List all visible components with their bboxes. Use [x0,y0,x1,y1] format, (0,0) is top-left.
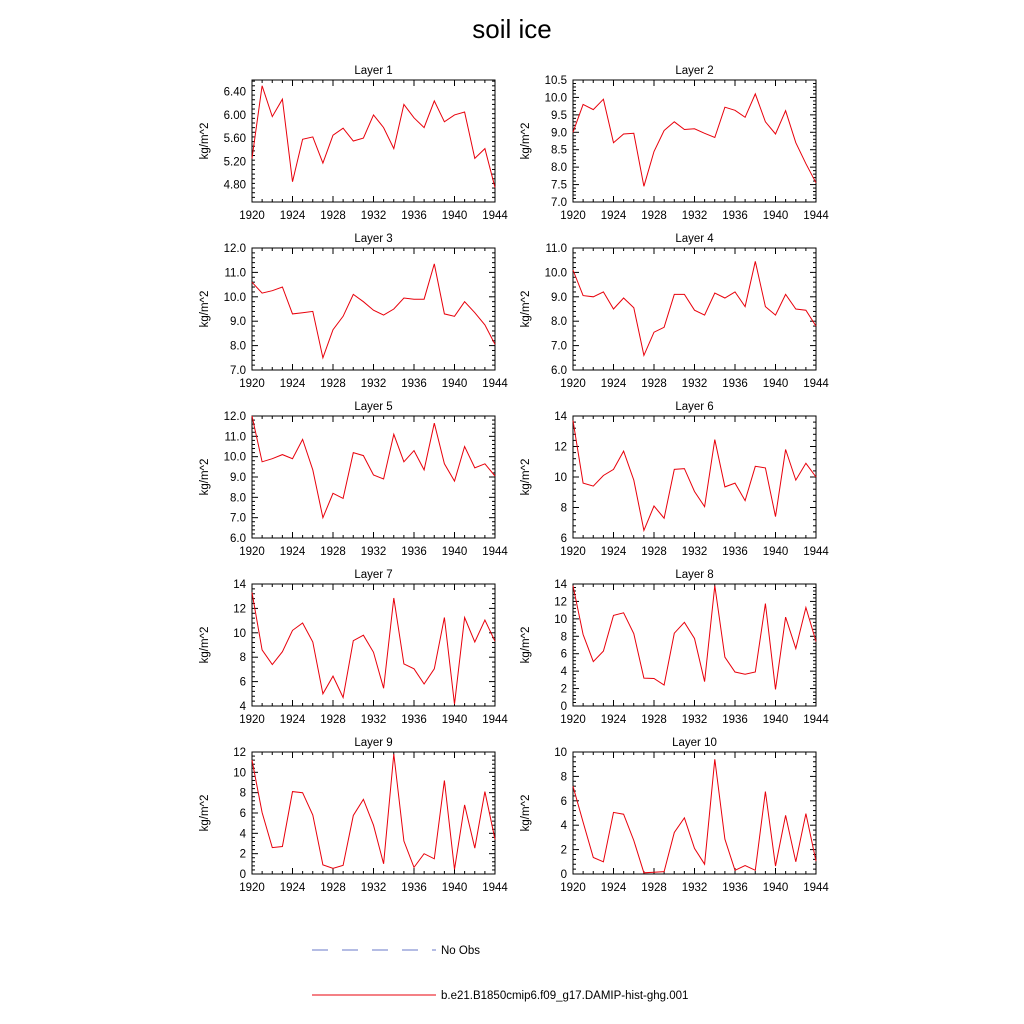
y-tick-label: 8 [239,652,246,665]
panel-layer-3 [199,233,508,390]
y-tick-label: 6 [560,648,567,661]
series-line [573,261,816,355]
x-tick-label: 1940 [762,378,789,390]
x-tick-label: 1928 [320,378,346,390]
y-axis-label: kg/m^2 [199,290,211,328]
x-tick-label: 1924 [279,882,306,894]
x-tick-label: 1936 [401,714,427,726]
x-tick-label: 1932 [360,882,387,894]
x-tick-label: 1944 [482,210,508,222]
y-tick-label: 9.5 [551,109,567,122]
series-line [252,264,495,358]
y-tick-label: 9.0 [551,127,567,140]
y-tick-label: 8.0 [551,316,567,329]
x-tick-label: 1932 [681,210,708,222]
panel-layer-4 [520,233,829,390]
figure-title: soil ice [472,14,552,44]
x-tick-label: 1944 [803,210,829,222]
panel-title: Layer 4 [675,233,714,245]
y-tick-label: 10.5 [544,75,567,87]
y-tick-label: 14 [554,579,567,591]
y-tick-label: 7.0 [551,340,567,353]
x-tick-label: 1944 [803,546,829,558]
y-tick-label: 5.20 [223,156,246,169]
panel-title: Layer 6 [675,401,714,413]
x-tick-label: 1928 [641,546,667,558]
y-tick-label: 8.0 [551,162,567,175]
x-tick-label: 1924 [600,210,627,222]
plot-frame [252,248,495,370]
panel-title: Layer 10 [672,737,717,749]
panel-layer-8 [520,569,829,726]
y-tick-label: 12.0 [223,243,246,255]
y-axis-label: kg/m^2 [199,626,211,664]
x-tick-label: 1928 [641,714,667,726]
x-tick-label: 1924 [600,378,627,390]
y-tick-label: 10 [233,767,246,780]
panel-title: Layer 1 [354,65,393,77]
y-tick-label: 14 [233,579,246,591]
series-line [573,94,816,186]
y-tick-label: 12 [554,441,567,454]
y-tick-label: 12 [233,747,246,759]
panel-title: Layer 3 [354,233,393,245]
panel-layer-10 [520,737,829,894]
x-tick-label: 1936 [722,210,748,222]
x-tick-label: 1932 [681,546,708,558]
y-tick-label: 5.60 [223,133,246,146]
y-tick-label: 7.0 [551,197,567,209]
x-tick-label: 1936 [722,378,748,390]
x-tick-label: 1940 [762,210,789,222]
x-tick-label: 1920 [239,882,265,894]
x-tick-label: 1936 [401,210,427,222]
series-line [252,416,495,518]
panel-layer-1 [199,65,508,222]
series-line [573,421,816,531]
y-tick-label: 10.0 [544,92,567,105]
series-line [252,86,495,188]
y-tick-label: 8.0 [230,340,246,353]
x-tick-label: 1928 [641,210,667,222]
x-tick-label: 1920 [560,378,586,390]
x-tick-label: 1940 [762,714,789,726]
y-tick-label: 6.40 [223,86,246,99]
x-tick-label: 1944 [803,714,829,726]
plot-frame [252,80,495,202]
y-tick-label: 7.5 [551,179,567,192]
x-tick-label: 1940 [762,546,789,558]
y-tick-label: 6 [560,533,567,545]
panel-title: Layer 7 [354,569,393,581]
x-tick-label: 1920 [239,546,265,558]
y-tick-label: 6.0 [551,365,567,377]
x-tick-label: 1932 [360,378,387,390]
x-tick-label: 1924 [279,210,306,222]
plot-frame [252,584,495,706]
x-tick-label: 1940 [441,378,468,390]
x-tick-label: 1932 [681,882,708,894]
y-tick-label: 10 [554,747,567,759]
y-tick-label: 10.0 [223,291,246,304]
y-tick-label: 4 [239,701,246,713]
y-tick-label: 14 [554,411,567,423]
x-tick-label: 1936 [722,882,748,894]
series-line [252,593,495,705]
y-axis-label: kg/m^2 [520,626,532,664]
y-axis-label: kg/m^2 [520,794,532,832]
y-tick-label: 7.0 [230,512,246,525]
x-tick-label: 1944 [482,882,508,894]
y-axis-label: kg/m^2 [520,122,532,160]
panel-layer-7 [199,569,508,726]
panel-layer-5 [199,401,508,558]
y-tick-label: 6 [560,795,567,808]
y-tick-label: 0 [560,869,567,881]
plot-frame [252,416,495,538]
y-tick-label: 9.0 [230,472,246,484]
y-axis-label: kg/m^2 [520,290,532,328]
panel-title: Layer 5 [354,401,393,413]
x-tick-label: 1932 [360,714,387,726]
y-tick-label: 0 [239,869,246,881]
y-tick-label: 4 [239,828,246,841]
plot-frame [573,752,816,874]
y-tick-label: 6 [239,808,246,820]
y-tick-label: 10 [554,472,567,484]
y-tick-label: 6.00 [223,109,246,122]
panel-title: Layer 2 [675,65,714,77]
y-tick-label: 11.0 [224,267,246,280]
panel-layer-6 [520,401,829,558]
y-tick-label: 11.0 [545,243,567,255]
x-tick-label: 1920 [560,882,586,894]
y-tick-label: 6.0 [230,533,246,545]
y-tick-label: 10.0 [544,267,567,280]
y-tick-label: 8.5 [551,144,567,157]
y-tick-label: 11.0 [224,431,246,444]
x-tick-label: 1924 [600,714,627,726]
x-tick-label: 1944 [482,714,508,726]
x-tick-label: 1928 [320,210,346,222]
x-tick-label: 1936 [401,546,427,558]
plot-frame [573,80,816,202]
x-tick-label: 1920 [560,546,586,558]
series-line [252,754,495,869]
legend-no-obs-label: No Obs [441,945,480,957]
y-axis-label: kg/m^2 [199,794,211,832]
y-tick-label: 4 [560,820,567,833]
y-tick-label: 6 [239,676,246,689]
y-tick-label: 0 [560,701,567,713]
plot-frame [573,584,816,706]
x-tick-label: 1932 [360,210,387,222]
legend [312,945,688,1002]
panel-layer-2 [520,65,829,222]
x-tick-label: 1932 [360,546,387,558]
x-tick-label: 1936 [722,546,748,558]
x-tick-label: 1940 [762,882,789,894]
y-tick-label: 9.0 [551,291,567,304]
x-tick-label: 1940 [441,714,468,726]
x-tick-label: 1944 [803,882,829,894]
y-tick-label: 12 [233,603,246,616]
x-tick-label: 1940 [441,210,468,222]
y-tick-label: 10 [554,613,567,626]
x-tick-label: 1928 [320,546,346,558]
y-tick-label: 4 [560,666,567,679]
x-tick-label: 1940 [441,882,468,894]
plot-frame [573,248,816,370]
y-axis-label: kg/m^2 [520,458,532,496]
y-tick-label: 2 [560,683,567,696]
x-tick-label: 1944 [482,378,508,390]
legend-series-label: b.e21.B1850cmip6.f09_g17.DAMIP-hist-ghg.001 [441,990,689,1002]
y-tick-label: 12 [554,596,567,609]
x-tick-label: 1932 [681,714,708,726]
x-tick-label: 1928 [320,714,346,726]
y-tick-label: 4.80 [223,179,246,192]
y-tick-label: 12.0 [223,411,246,423]
x-tick-label: 1924 [600,882,627,894]
y-tick-label: 8 [560,502,567,515]
y-tick-label: 8 [560,631,567,644]
panel-title: Layer 9 [354,737,393,749]
x-tick-label: 1928 [641,882,667,894]
y-axis-label: kg/m^2 [199,458,211,496]
x-tick-label: 1936 [722,714,748,726]
x-tick-label: 1920 [239,378,265,390]
y-tick-label: 9.0 [230,316,246,329]
x-tick-label: 1932 [681,378,708,390]
x-tick-label: 1936 [401,882,427,894]
x-tick-label: 1920 [560,714,586,726]
x-tick-label: 1920 [239,714,265,726]
series-line [573,586,816,690]
x-tick-label: 1944 [482,546,508,558]
series-line [573,759,816,873]
x-tick-label: 1920 [560,210,586,222]
y-tick-label: 10.0 [223,451,246,464]
x-tick-label: 1928 [641,378,667,390]
x-tick-label: 1928 [320,882,346,894]
y-tick-label: 10 [233,627,246,640]
x-tick-label: 1924 [279,546,306,558]
x-tick-label: 1924 [600,546,627,558]
x-tick-label: 1936 [401,378,427,390]
panel-layer-9 [199,737,508,894]
y-tick-label: 8 [239,787,246,800]
plot-frame [573,416,816,538]
y-tick-label: 7.0 [230,365,246,377]
y-tick-label: 2 [239,848,246,861]
x-tick-label: 1924 [279,378,306,390]
panel-title: Layer 8 [675,569,714,581]
x-tick-label: 1920 [239,210,265,222]
y-tick-label: 8 [560,771,567,784]
x-tick-label: 1940 [441,546,468,558]
x-tick-label: 1944 [803,378,829,390]
x-tick-label: 1924 [279,714,306,726]
y-tick-label: 2 [560,844,567,857]
y-axis-label: kg/m^2 [199,122,211,160]
y-tick-label: 8.0 [230,492,246,505]
